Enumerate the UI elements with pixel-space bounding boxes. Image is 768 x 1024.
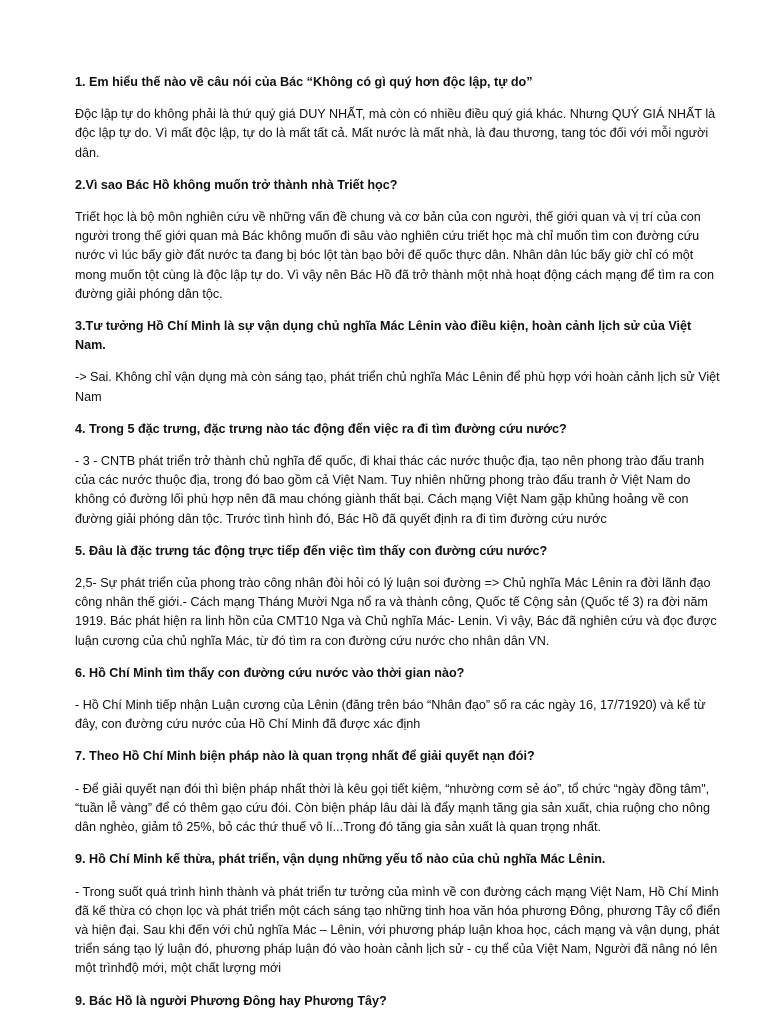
document-page: [75, 73, 725, 1024]
answer-paragraph: -> Sai. Không chỉ vận dụng mà còn sáng tạo, phát triển chủ nghĩa Mác Lênin để phù hợp với hoàn cảnh lịch sử Việt Nam: [75, 370, 720, 404]
question-heading: 5. Đâu là đặc trưng tác động trực tiếp đến việc tìm thấy con đường cứu nước?: [75, 543, 548, 558]
qa-item-1: [75, 73, 725, 163]
answer-paragraph: - Hồ Chí Minh tiếp nhận Luận cương của Lênin (đăng trên báo “Nhân đạo” số ra các ngày 16, 17/71920) và kể từ đây, con đường cứu nước của Hồ Chí Minh đã được xác định: [75, 698, 706, 732]
answer-paragraph: - 3 - CNTB phát triển trở thành chủ nghĩa đế quốc, đi khai thác các nước thuộc địa, tạo nên phong trào đấu tranh của các nước thuộc địa, trong đó bao gồm cả Việt Nam. Tuy nhiên những phong trào đấu tranh ở Việt Nam do không có đường lối phù hợp nên đã mau chóng giành thất bại. Cách mạng Việt Nam gặp khủng hoảng về con đường giải phóng dân tộc. Trước tình hình đó, Bác Hồ đã quyết định ra đi tìm đường cứu nước: [75, 454, 705, 526]
answer-paragraph: - Trong suốt quá trình hình thành và phát triển tư tưởng của mình về con đường cách mạng Việt Nam, Hồ Chí Minh đã kế thừa có chọn lọc và phát triển một cách sáng tạo những tinh hoa văn hóa phương Đông, phương Tây cổ điển và hiện đại. Sau khi đến với chủ nghĩa Mác – Lênin, với phương pháp luận khoa học, cách mạng và vận dụng, phát triển sáng tạo lý luận đó, phương pháp luận đó vào hoàn cảnh lịch sử - cụ thể của Việt Nam, Người đã nâng nó lên một trìnhđộ mới, một chất lượng mới: [75, 884, 721, 976]
qa-item-9: [75, 992, 725, 1011]
question-heading: 4. Trong 5 đặc trưng, đặc trưng nào tác động đến việc ra đi tìm đường cứu nước?: [75, 421, 567, 436]
qa-item-8: [75, 850, 725, 978]
question-heading: 9. Bác Hồ là người Phương Đông hay Phương Tây?: [75, 993, 387, 1008]
qa-item-7: [75, 747, 725, 837]
question-heading: 7. Theo Hồ Chí Minh biện pháp nào là quan trọng nhất để giải quyết nạn đói?: [75, 749, 535, 764]
question-heading: 6. Hồ Chí Minh tìm thấy con đường cứu nước vào thời gian nào?: [75, 665, 465, 680]
question-heading: 1. Em hiểu thế nào về câu nói của Bác “Không có gì quý hơn độc lập, tự do”: [75, 75, 533, 89]
qa-item-5: [75, 542, 725, 651]
question-heading: 2.Vì sao Bác Hồ không muốn trở thành nhà Triết học?: [75, 177, 398, 192]
qa-item-6: [75, 664, 725, 735]
question-heading: 9. Hồ Chí Minh kế thừa, phát triển, vận dụng những yếu tố nào của chủ nghĩa Mác Lênin.: [75, 852, 606, 867]
answer-paragraph: 2,5- Sự phát triển của phong trào công nhân đòi hỏi có lý luận soi đường => Chủ nghĩa Mác Lênin ra đời lãnh đạo công nhân thế giới.- Cách mạng Tháng Mười Nga nổ ra và thành công, Quốc tế Cộng sản (Quốc tế 3) ra đời năm 1919. Bác phát hiện ra linh hồn của CMT10 Nga và Chủ nghĩa Mác- Lenin. Vì vậy, Bác đã nghiên cứu và đọc được luận cương của chủ nghĩa Mác, từ đó tìm ra con đường cứu nước cho nhân dân VN.: [75, 576, 717, 648]
qa-item-4: [75, 420, 725, 529]
question-heading: 3.Tư tưởng Hồ Chí Minh là sự vận dụng chủ nghĩa Mác Lênin vào điều kiện, hoàn cảnh lịch sử của Việt Nam.: [75, 319, 692, 353]
qa-item-3: [75, 317, 725, 407]
qa-item-2: [75, 176, 725, 304]
answer-paragraph: Triết học là bộ môn nghiên cứu về những vấn đề chung và cơ bản của con người, thế giới quan và vị trí của con người trong thế giới quan mà Bác không muốn đi sâu vào nghiên cứu triết học mà chỉ muốn tìm con đường cứu nước vì lúc bấy giờ đất nước ta đang bị bóc lột tàn bạo bởi đế quốc thực dân. Nhân dân lúc bấy giờ chỉ có một mong muốn tột cùng là độc lập tự do. Vì vậy nên Bác Hồ đã trở thành một nhà hoạt động cách mạng để tìm ra con đường giải phóng dân tộc.: [75, 210, 715, 301]
answer-paragraph: Độc lập tự do không phải là thứ quý giá DUY NHẤT, mà còn có nhiều điều quý giá khác. Nhưng QUÝ GIÁ NHẤT là độc lập tự do. Vì mất độc lập, tự do là mất tất cả. Mất nước là mất nhà, là đau thương, tang tóc đối với mỗi người dân.: [75, 107, 716, 160]
answer-paragraph: - Để giải quyết nạn đói thì biện pháp nhất thời là kêu gọi tiết kiệm, “nhường cơm sẻ áo”, tổ chức “ngày đồng tâm", “tuần lễ vàng” để có thêm gạo cứu đói. Còn biện pháp lâu dài là đẩy mạnh tăng gia sản xuất, chia ruộng cho nông dân nghèo, giảm tô 25%, bỏ các thứ thuế vô lí...Trong đó tăng gia sản xuất là quan trọng nhất.: [75, 781, 711, 835]
